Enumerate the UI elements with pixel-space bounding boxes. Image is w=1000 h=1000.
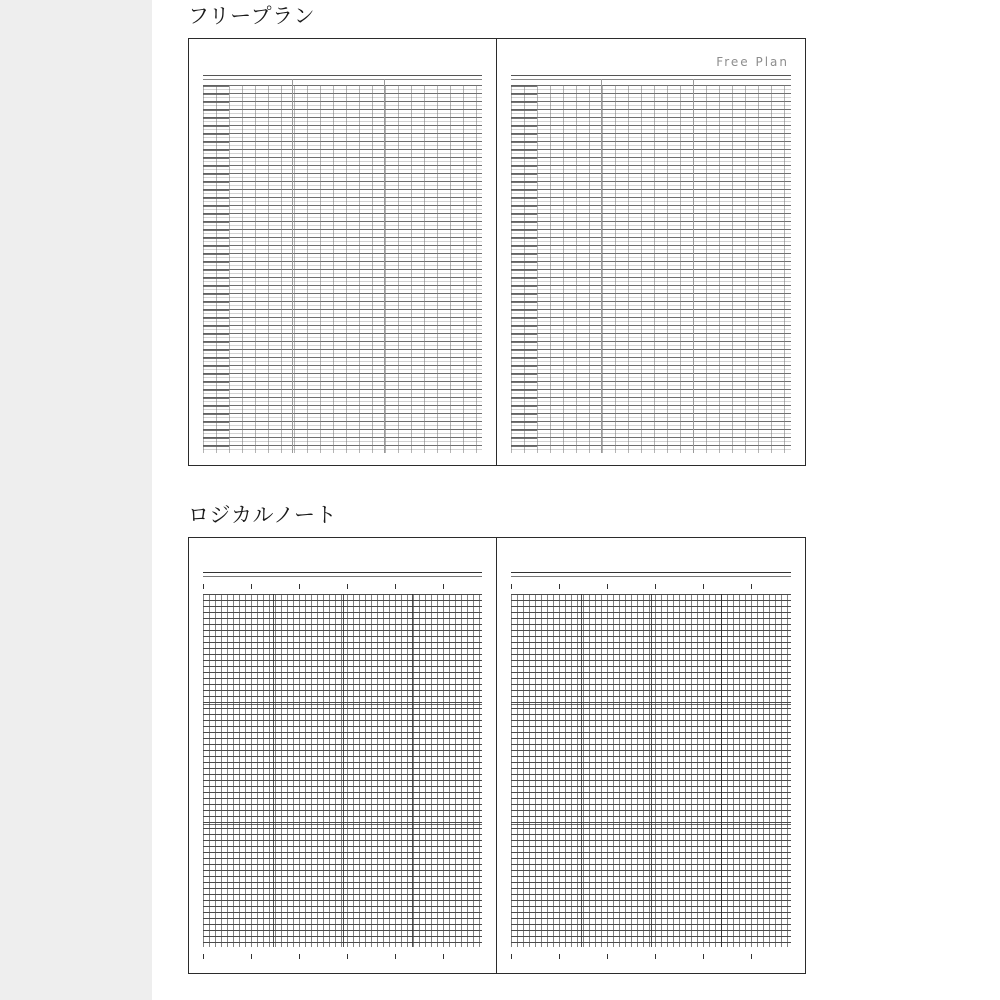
grid-major-horizontal-2	[511, 824, 791, 825]
grid-major-vertical-3	[721, 594, 722, 947]
bottom-tick-marks	[203, 954, 482, 959]
free-plan-left-content	[203, 53, 482, 453]
header-rule	[203, 572, 482, 573]
column-divider-1	[601, 79, 602, 453]
right-margin-strip	[992, 0, 1000, 1000]
column-divider-1	[292, 79, 293, 453]
header-rule	[203, 75, 482, 76]
free-plan-spread	[188, 38, 806, 466]
section-title-free-plan: フリープラン	[188, 5, 316, 28]
date-column-ticks	[511, 85, 537, 453]
section-free-plan	[188, 4, 806, 466]
grid-major-horizontal-1	[511, 704, 791, 705]
header-rule-secondary	[511, 576, 791, 577]
grid-major-vertical-2	[343, 594, 344, 947]
date-column-ticks	[203, 85, 229, 453]
logical-note-page-right	[497, 538, 805, 973]
logical-note-spread	[188, 537, 806, 974]
grid-major-vertical-1	[273, 594, 274, 947]
section-title-logical-note: ロジカルノート	[188, 504, 338, 527]
logical-note-right-content	[511, 554, 791, 961]
header-rule-secondary	[203, 79, 482, 80]
top-tick-marks	[203, 584, 482, 589]
grid-major-horizontal-1	[203, 704, 482, 705]
column-divider-2	[693, 79, 694, 453]
free-plan-page-left	[189, 39, 497, 465]
grid-major-vertical-1	[581, 594, 582, 947]
top-tick-marks	[511, 584, 791, 589]
bottom-tick-marks	[511, 954, 791, 959]
grid-major-vertical-3	[412, 594, 413, 947]
left-margin-strip	[0, 0, 152, 1000]
vertical-hairlines	[203, 85, 482, 453]
vertical-hairlines	[511, 85, 791, 453]
header-rule-secondary	[203, 576, 482, 577]
header-rule	[511, 75, 791, 76]
column-divider-2	[384, 79, 385, 453]
grid-major-vertical-2	[651, 594, 652, 947]
header-rule-secondary	[511, 79, 791, 80]
section-logical-note	[188, 503, 806, 974]
free-plan-right-content	[511, 53, 791, 453]
free-plan-brand-label: Free Plan	[716, 55, 789, 69]
free-plan-page-right	[497, 39, 805, 465]
grid-major-horizontal-2	[203, 824, 482, 825]
header-rule	[511, 572, 791, 573]
logical-note-page-left	[189, 538, 497, 973]
logical-note-left-content	[203, 554, 482, 961]
